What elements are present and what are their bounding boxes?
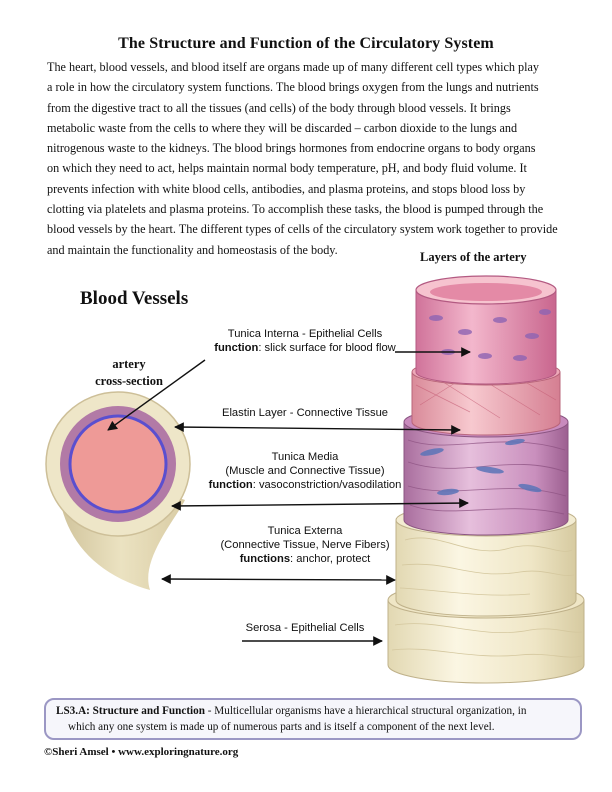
label-tunica-interna-name: Tunica Interna - Epithelial Cells [227, 328, 383, 340]
page-title: The Structure and Function of the Circulatory System [118, 35, 494, 52]
intro-line: blood vessels by the heart. The different types of cells of the circulatory system work together to provide [47, 222, 558, 237]
label-tunica-media-name: Tunica Media [271, 451, 339, 463]
intro-line: a role in how the circulatory system functions. The blood brings oxygen from the lungs and nutrients [47, 80, 539, 95]
intro-line: The heart, blood vessels, and blood itself are organs made up of many different cell types which play [47, 60, 539, 74]
cross-section-label-line2: cross-section [95, 374, 163, 388]
intro-line: on which they need to act, helps maintain normal body temperature, pH, and body fluid volume. It [47, 161, 527, 176]
label-serosa [186, 621, 424, 635]
arrow-externa [162, 579, 395, 580]
intro-line: prevents infection with white blood cells, antibodies, and plasma proteins, and stops blood loss by [47, 181, 526, 196]
credit-line: ©Sheri Amsel • www.exploringnature.org [44, 746, 239, 758]
label-tunica-externa [186, 524, 424, 566]
intro-line: metabolic waste from the cells to where they will be discarded – carbon dioxide to the lungs and [47, 120, 518, 135]
function-key: function [214, 342, 259, 354]
label-tunica-media [186, 450, 424, 492]
cross-section-artery [46, 392, 190, 590]
label-serosa-name: Serosa - Epithelial Cells [245, 622, 365, 634]
standard-text-1: - Multicellular organisms have a hierarchical structural organization, in [204, 705, 527, 717]
intro-line: nitrogenous waste to the kidneys. The blood brings hormones from endocrine organs to body organs [47, 141, 536, 156]
function-text: : anchor, protect [290, 553, 371, 565]
standard-line1 [56, 705, 526, 717]
blood-vessels-title: Blood Vessels [80, 288, 189, 309]
standard-box [44, 698, 582, 740]
intro-line: clotting via platelets and plasma proteins. To accomplish these tasks, the blood is pumped through the [47, 202, 544, 217]
label-tunica-interna-function [192, 341, 418, 355]
function-key: function [208, 479, 253, 491]
layers-title: Layers of the artery [420, 250, 527, 264]
label-tunica-externa-sub: (Connective Tissue, Nerve Fibers) [220, 539, 390, 551]
intro-line: from the digestive tract to all the tissues (and cells) of the body through blood vessels. It brings [47, 100, 511, 115]
cross-section-label-line1: artery [112, 357, 146, 371]
label-tunica-media-function [186, 478, 424, 492]
label-elastin-name: Elastin Layer - Connective Tissue [221, 407, 389, 419]
standard-text-2: which any one system is made up of numerous parts and is itself a component of the next level. [68, 721, 495, 733]
label-tunica-externa-name: Tunica Externa [267, 525, 343, 537]
label-tunica-externa-function [186, 552, 424, 566]
intro-line: and maintain the functionality and homeostasis of the body. [47, 242, 338, 257]
label-tunica-media-sub: (Muscle and Connective Tissue) [225, 465, 385, 477]
label-elastin [192, 406, 418, 420]
label-tunica-interna [192, 327, 418, 355]
tunica-media-layer [404, 422, 568, 535]
artery-lumen [430, 283, 542, 301]
cross-section-interna [70, 416, 166, 512]
cross-section-label [74, 356, 184, 390]
function-text: : slick surface for blood flow [258, 342, 396, 354]
function-text: : vasoconstriction/vasodilation [252, 479, 402, 491]
standard-code: LS3.A: Structure and Function [56, 705, 205, 717]
function-key: functions [239, 553, 291, 565]
